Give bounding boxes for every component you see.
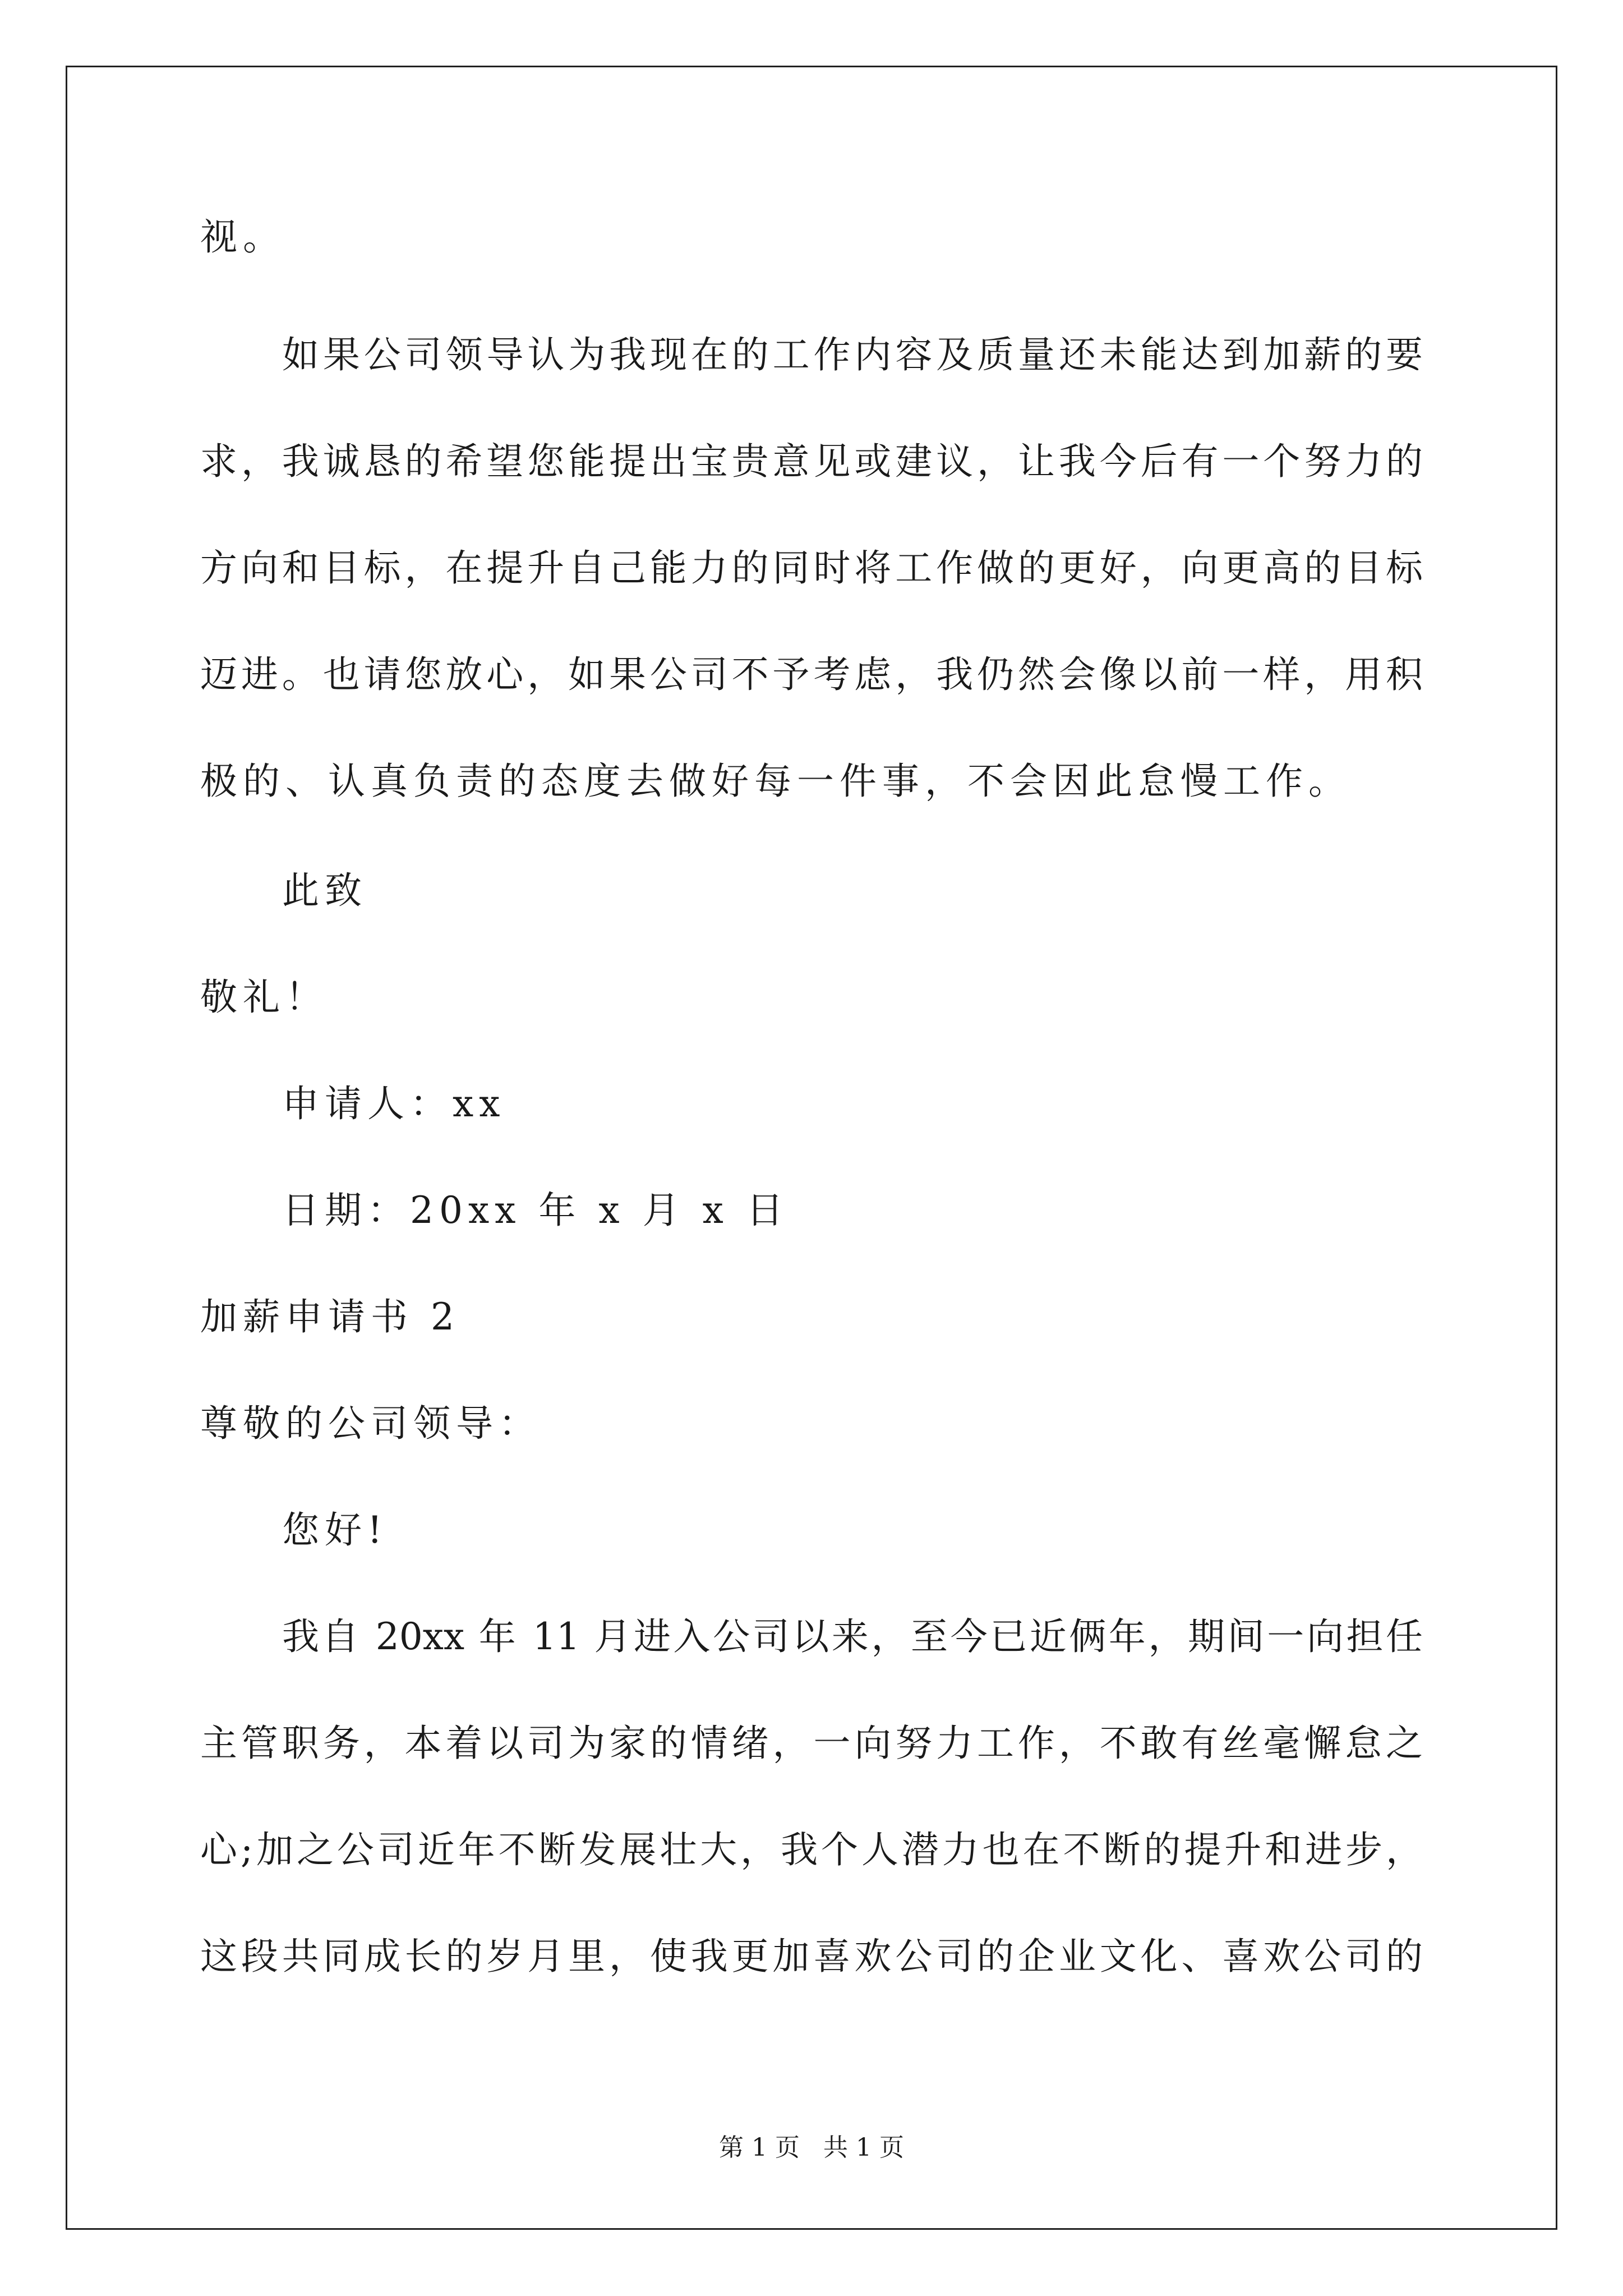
text-line: 求，我诚恳的希望您能提出宝贵意见或建议，让我今后有一个努力的 (200, 440, 1423, 483)
applicant-line: 申请人：xx (282, 1082, 506, 1125)
text-line: 方向和目标，在提升自己能力的同时将工作做的更好，向更高的目标 (200, 546, 1423, 590)
closing-regards: 敬礼！ (200, 976, 328, 1019)
section-title: 加薪申请书 2 (200, 1295, 460, 1338)
text-line: 极的、认真负责的态度去做好每一件事，不会因此怠慢工作。 (200, 760, 1351, 803)
date-line: 日期：20xx 年 x 月 x 日 (282, 1189, 789, 1232)
text-line: 我自 20xx 年 11 月进入公司以来，至今已近俩年，期间一向担任 (282, 1615, 1423, 1658)
text-line: 视。 (200, 215, 285, 259)
greeting-recipient: 尊敬的公司领导： (200, 1402, 541, 1445)
text-line: 如果公司领导认为我现在的工作内容及质量还未能达到加薪的要 (282, 333, 1423, 376)
page-footer: 第 1 页 共 1 页 (719, 2133, 904, 2162)
greeting: 您好! (282, 1508, 388, 1552)
page-frame (66, 66, 1557, 2230)
text-line: 心;加之公司近年不断发展壮大，我个人潜力也在不断的提升和进步， (200, 1828, 1423, 1871)
text-line: 迈进。也请您放心，如果公司不予考虑，我仍然会像以前一样，用积 (200, 653, 1423, 696)
text-line: 这段共同成长的岁月里，使我更加喜欢公司的企业文化、喜欢公司的 (200, 1935, 1423, 1978)
text-line: 主管职务，本着以司为家的情绪，一向努力工作，不敢有丝毫懈怠之 (200, 1722, 1423, 1765)
closing-salutation: 此致 (282, 869, 367, 912)
